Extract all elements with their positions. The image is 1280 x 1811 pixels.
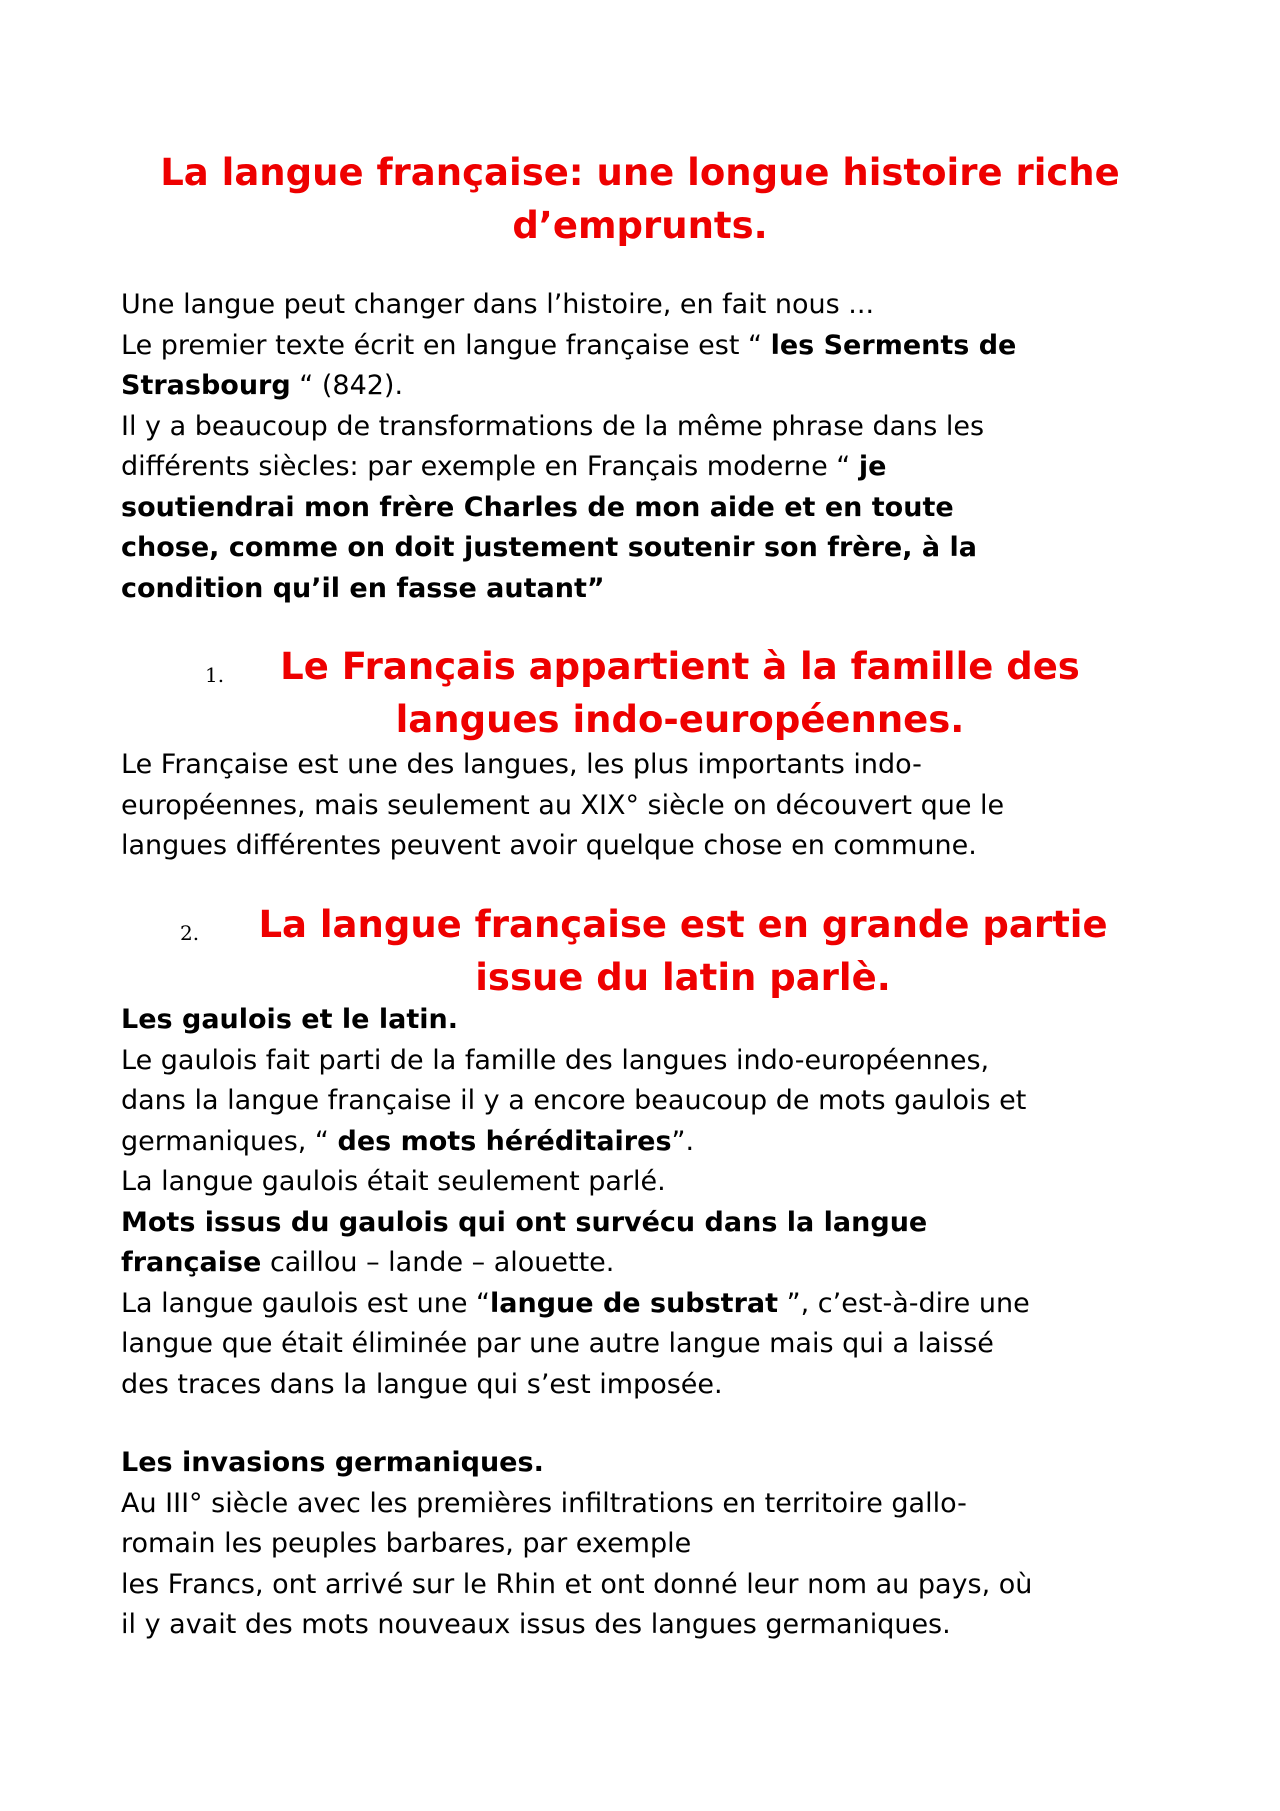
intro-line-3-text: “ (842). bbox=[290, 370, 404, 401]
strasbourg-bold: Strasbourg bbox=[121, 370, 291, 401]
invasions-line-2: romain les peuples barbares, par exemple bbox=[121, 1528, 692, 1559]
quote-line-1: soutiendrai mon frère Charles de mon aide et en toute bbox=[121, 491, 954, 523]
intro-line-6 bbox=[121, 488, 1166, 529]
title-line-1: La langue française: une longue histoire riche bbox=[160, 151, 1120, 194]
quote-start-bold: je bbox=[858, 451, 887, 482]
section-2-title-line-1: La langue française est en grande partie bbox=[258, 903, 1108, 946]
s1-line-3: langues différentes peuvent avoir quelque chose en commune. bbox=[121, 830, 977, 861]
subheading-gaulois bbox=[121, 1000, 1166, 1041]
title-line-2: d’emprunts. bbox=[512, 204, 768, 247]
gaulois-line-3 bbox=[121, 1122, 1166, 1163]
intro-line-2 bbox=[121, 326, 1166, 367]
francaise-bold: française bbox=[121, 1247, 262, 1278]
section-2-number: 2. bbox=[180, 921, 200, 945]
section-1-title-line-2: langues indo-européennes. bbox=[395, 698, 965, 741]
intro-line-1: Une langue peut changer dans l’histoire, en fait nous ... bbox=[121, 289, 875, 320]
gaulois-line-4: La langue gaulois était seulement parlé. bbox=[121, 1166, 666, 1197]
gaulois-line-1: Le gaulois fait parti de la famille des langues indo-européennes, bbox=[121, 1044, 990, 1076]
subheading-invasions-text: Les invasions germaniques. bbox=[121, 1447, 544, 1478]
section-2-title-line-2: issue du latin parlè. bbox=[475, 956, 891, 999]
gaulois-line-5 bbox=[121, 1203, 1166, 1244]
intro-line-3 bbox=[121, 366, 1166, 407]
invasions-line-3: les Francs, ont arrivé sur le Rhin et ont donné leur nom au pays, où bbox=[121, 1568, 1033, 1600]
section-1-title bbox=[255, 640, 1105, 746]
invasions-line-4: il y avait des mots nouveaux issus des langues germaniques. bbox=[121, 1609, 951, 1640]
gaulois-line-3-text: germaniques, “ bbox=[121, 1125, 338, 1157]
langue-substrat-bold: langue de substrat bbox=[490, 1287, 779, 1319]
subheading-gaulois-text: Les gaulois et le latin. bbox=[121, 1004, 458, 1035]
gaulois-line-7 bbox=[121, 1284, 1166, 1325]
gaulois-line-9: des traces dans la langue qui s’est imposée. bbox=[121, 1368, 723, 1400]
intro-paragraph bbox=[121, 285, 1166, 609]
intro-line-2-text: Le premier texte écrit en langue française est “ bbox=[121, 329, 771, 361]
gaulois-line-8: langue que était éliminée par une autre langue mais qui a laissé bbox=[121, 1328, 994, 1359]
s1-line-2: européennes, mais seulement au XIX° siècle on découvert que le bbox=[121, 789, 1005, 821]
gaulois-line-7-end: ”, c’est-à-dire une bbox=[778, 1287, 1030, 1319]
intro-line-8 bbox=[121, 569, 1166, 610]
section-2-invasions bbox=[121, 1443, 1166, 1646]
intro-line-7 bbox=[121, 528, 1166, 569]
quote-line-2: chose, comme on doit justement soutenir son frère, à la bbox=[121, 532, 977, 563]
s1-line-1: Le Française est une des langues, les plus importants indo- bbox=[121, 749, 922, 780]
gaulois-line-7-text: La langue gaulois est une “ bbox=[121, 1287, 490, 1319]
mots-issus-bold: Mots issus du gaulois qui ont survécu dans la langue bbox=[121, 1206, 928, 1238]
intro-line-5 bbox=[121, 447, 1166, 488]
section-2-gaulois bbox=[121, 1000, 1166, 1405]
gaulois-line-2: dans la langue française il y a encore beaucoup de mots gaulois et bbox=[121, 1085, 1027, 1116]
gaulois-line-3-end: ”. bbox=[671, 1125, 695, 1157]
serments-bold: les Serments de bbox=[770, 329, 1017, 361]
section-1-title-line-1: Le Français appartient à la famille des bbox=[280, 645, 1080, 688]
section-1-number: 1. bbox=[205, 663, 225, 687]
quote-line-3: condition qu’il en fasse autant” bbox=[121, 572, 605, 604]
subheading-invasions bbox=[121, 1443, 1166, 1484]
word-examples: caillou – lande – alouette. bbox=[261, 1247, 615, 1278]
section-2-title bbox=[228, 898, 1138, 1004]
gaulois-line-6 bbox=[121, 1243, 1166, 1284]
document-title bbox=[110, 146, 1170, 252]
mots-hereditaires-bold: des mots héréditaires bbox=[337, 1125, 672, 1157]
intro-line-4: Il y a beaucoup de transformations de la même phrase dans les bbox=[121, 410, 985, 442]
intro-line-5-text: différents siècles: par exemple en Français moderne “ bbox=[121, 451, 859, 482]
invasions-line-1: Au III° siècle avec les premières infiltrations en territoire gallo- bbox=[121, 1487, 967, 1519]
section-1-paragraph bbox=[121, 745, 1166, 867]
